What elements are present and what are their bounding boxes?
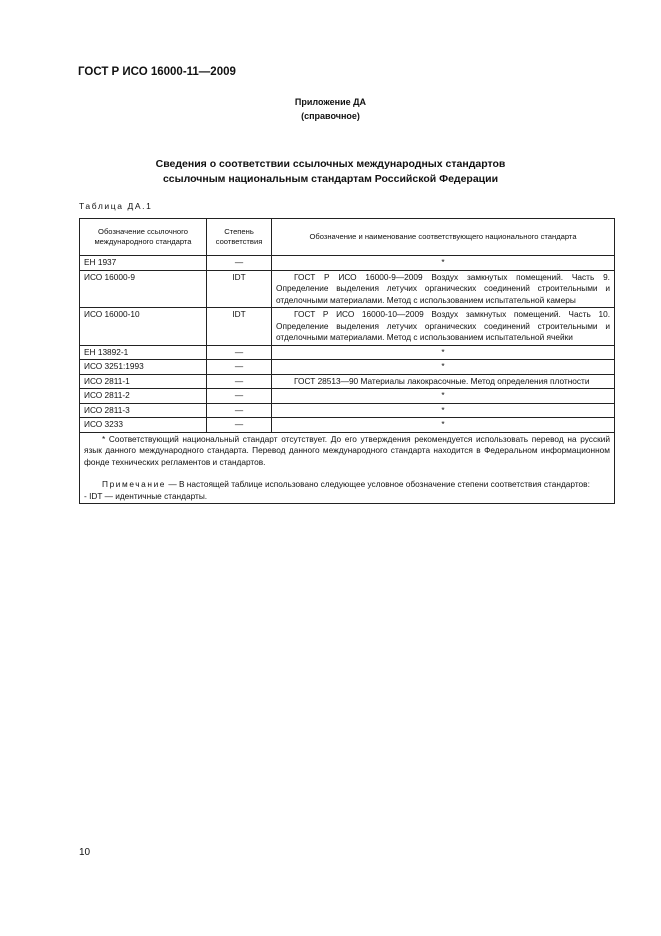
intl-standard-cell: ИСО 2811-1 [80,374,207,389]
table-row [80,360,615,375]
page-number: 10 [79,847,91,858]
national-standard-text: ГОСТ 28513—90 Материалы лакокрасочные. Метод определения плотности [294,375,590,386]
national-standard-cell: * [272,389,615,404]
table-footnote [80,432,615,504]
intl-standard-cell: ЕН 13892-1 [80,345,207,360]
title-line-2: ссылочным национальным стандартам Российской Федерации [162,173,499,185]
note-label: Примечание [102,479,167,489]
national-standard-cell: * [272,345,615,360]
standards-table [79,218,615,504]
national-standard-cell [272,374,615,389]
note-paragraph [84,479,610,491]
degree-cell: — [207,345,272,360]
appendix-label: Приложение ДА [294,97,367,107]
title-line-1: Сведения о соответствии ссылочных международных стандартов [155,158,506,170]
intl-standard-cell: ИСО 2811-3 [80,403,207,418]
appendix-type: (справочное) [301,111,360,121]
degree-cell: IDT [207,270,272,308]
intl-standard-cell: ИСО 16000-9 [80,270,207,308]
table-footnote-row [80,432,615,504]
degree-cell: — [207,360,272,375]
document-header: ГОСТ Р ИСО 16000-11—2009 [78,66,236,78]
table-caption: Таблица ДА.1 [79,201,153,211]
national-standard-cell [272,270,615,308]
section-title [0,157,661,187]
degree-cell: — [207,256,272,271]
degree-cell: — [207,418,272,433]
column-header: Степень соответствия [207,219,272,256]
column-header: Обозначение и наименование соответствующего национального стандарта [272,219,615,256]
table-row [80,389,615,404]
national-standard-cell: * [272,403,615,418]
table-row [80,308,615,346]
appendix-heading [0,95,661,123]
table-header-row [80,219,615,256]
national-standard-cell [272,308,615,346]
note-text: — В настоящей таблице использовано следующее условное обозначение степени соответствия стандартов: [166,479,590,489]
intl-standard-cell: ИСО 16000-10 [80,308,207,346]
table-row [80,270,615,308]
degree-cell: — [207,389,272,404]
note-item: - IDT — идентичные стандарты. [84,490,208,501]
degree-cell: IDT [207,308,272,346]
footnote-text [84,434,610,469]
degree-cell: — [207,374,272,389]
intl-standard-cell: ИСО 2811-2 [80,389,207,404]
national-standard-text: ГОСТ Р ИСО 16000-9—2009 Воздух замкнутых помещений. Часть 9. Определение выделения летучих органических соединений строительными и отделочными материалами. Метод с использованием испытательной камеры [276,271,610,305]
national-standard-cell: * [272,418,615,433]
table-row [80,256,615,271]
national-standard-cell: * [272,360,615,375]
national-standard-cell: * [272,256,615,271]
national-standard-text: ГОСТ Р ИСО 16000-10—2009 Воздух замкнутых помещений. Часть 10. Определение выделения летучих органических соединений строительными и отделочными материалами. Метод с использованием испытательной ячейки [276,309,610,342]
intl-standard-cell: ИСО 3251:1993 [80,360,207,375]
intl-standard-cell: ИСО 3233 [80,418,207,433]
table-row [80,403,615,418]
intl-standard-cell: ЕН 1937 [80,256,207,271]
table-row [80,345,615,360]
column-header: Обозначение ссылочного международного стандарта [80,219,207,256]
degree-cell: — [207,403,272,418]
table-row [80,418,615,433]
footnote-body: * Соответствующий национальный стандарт отсутствует. До его утверждения рекомендуется использовать перевод на русский язык данного международного стандарта. Перевод данного международного стандарта находится в Федеральном информационном фонде технических регламентов и стандартов. [84,433,610,467]
table-row [80,374,615,389]
